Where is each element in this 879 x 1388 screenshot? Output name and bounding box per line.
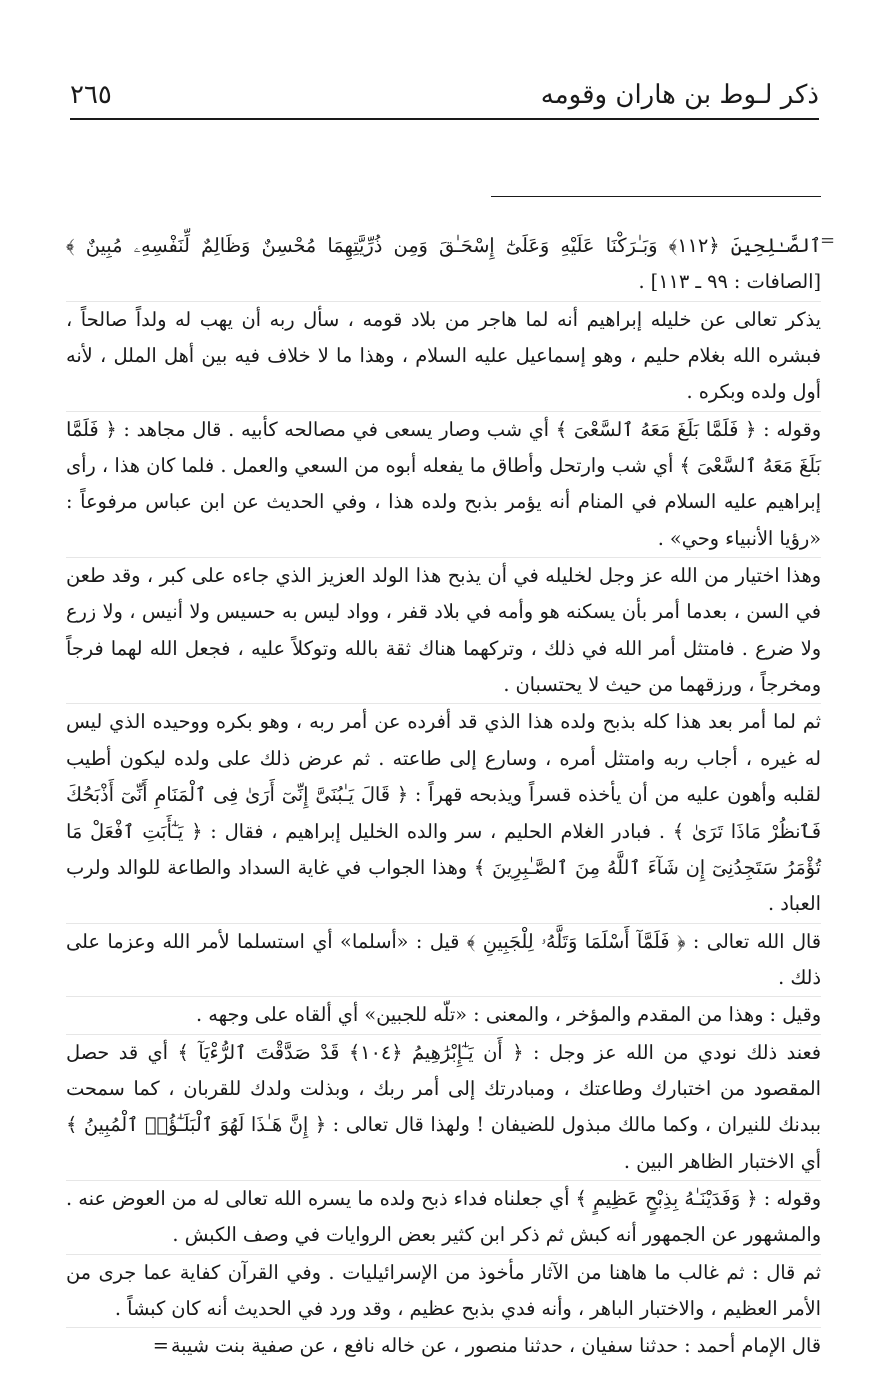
chapter-title: ذكر لـوط بن هاران وقومه (540, 80, 819, 110)
paragraph-israiliyyat: ثم قال : ثم غالب ما هاهنا من الآثار مأخوذ من الإسرائيليات . وفي القرآن كفاية عما جرى من الأمر العظيم ، والاختبار الباهر ، وأنه فدي بذبح عظيم ، وقد ورد في الحديث أنه كان كبشاً . (66, 1254, 821, 1328)
page-number: ٢٦٥ (70, 80, 112, 110)
running-header (70, 72, 819, 120)
paragraph-hadith-chain: قال الإمام أحمد : حدثنا سفيان ، حدثنا منصور ، عن خاله نافع ، عن صفية بنت شيبة = (66, 1327, 821, 1364)
paragraph-ransom: وقوله : ﴿ وَفَدَيْنَـٰهُ بِذِبْحٍ عَظِيمٍ ﴾ أي جعلناه فداء ذبح ولده ما يسره الله تعالى له من العوض عنه . والمشهور عن الجمهور أنه كبش ثم ذكر ابن كثير بعض الروايات في وصف الكبش . (66, 1180, 821, 1254)
paragraph-verse-continuation: ٱلصَّـٰلِحِينَ ﴿١١٢﴾ وَبَـٰرَكْنَا عَلَيْهِ وَعَلَىٰٓ إِسْحَـٰقَ وَمِن ذُرِّيَّتِهِمَا مُحْسِنٌ وَظَالِمٌ لِّنَفْسِهِۦ مُبِينٌ ﴾ [الصافات : ٩٩ ـ ١١٣] . (66, 234, 821, 294)
paragraph-aslama: قال الله تعالى : ﴿ فَلَمَّآ أَسْلَمَا وَتَلَّهُۥ لِلْجَبِينِ ﴾ قيل : «أسلما» أي استسلما لأمر الله وعزما على ذلك . (66, 923, 821, 997)
continuation-mark: = (820, 230, 836, 251)
paragraph-test: وهذا اختيار من الله عز وجل لخليله في أن يذبح هذا الولد العزيز الذي جاءه على كبر ، وقد طعن في السن ، بعدما أمر بأن يسكنه هو وأمه في بلاد قفر ، وواد ليس به حسيس ولا أنيس ، ولا زرع ولا ضرع . فامتثل أمر الله في ذلك ، وتركهما هناك ثقة بالله وتوكلاً عليه ، فجعل الله لهما فرجاً ومخرجاً ، ورزقهما من حيث لا يحتسبان . (66, 557, 821, 703)
section-divider (491, 196, 821, 197)
main-text (66, 228, 821, 1365)
paragraph-ibrahim-son: يذكر تعالى عن خليله إبراهيم أنه لما هاجر من بلاد قومه ، سأل ربه أن يهب له ولداً صالحاً ، فبشره الله بغلام حليم ، وهو إسماعيل عليه السلام ، وهذا ما لا خلاف فيه بين أهل الملل ، لأنه أول ولده وبكره . (66, 301, 821, 411)
paragraph-call: فعند ذلك نودي من الله عز وجل : ﴿ أَن يَـٰٓإِبْرَٰهِيمُ ﴿١٠٤﴾ قَدْ صَدَّقْتَ ٱلرُّءْيَآ ﴾ أي قد حصل المقصود من اختبارك وطاعتك ، ومبادرتك إلى أمر ربك ، وبذلت ولدك للقربان ، كما سمحت ببدنك للنيران ، وكما مالك مبذول للضيفان ! ولهذا قال تعالى : ﴿ إِنَّ هَـٰذَا لَهُوَ ٱلْبَلَـٰٓؤُا۟ ٱلْمُبِينُ ﴾ أي الاختبار الظاهر البين . (66, 1034, 821, 1180)
paragraph-sai: وقوله : ﴿ فَلَمَّا بَلَغَ مَعَهُ ٱلسَّعْىَ ﴾ أي شب وصار يسعى في مصالحه كأبيه . قال مجاهد : ﴿ فَلَمَّا بَلَغَ مَعَهُ ٱلسَّعْىَ ﴾ أي شب وارتحل وأطاق ما يفعله أبوه من السعي والعمل . فلما كان هذا ، رأى إبراهيم عليه السلام في المنام أنه يؤمر بذبح ولده هذا ، وفي الحديث عن ابن عباس مرفوعاً : «رؤيا الأنبياء وحي» . (66, 411, 821, 557)
paragraph-command: ثم لما أمر بعد هذا كله بذبح ولده هذا الذي قد أفرده عن أمر ربه ، وهو بكره ووحيده الذي ليس له غيره ، أجاب ربه وامتثل أمره ، وسارع إلى طاعته . ثم عرض ذلك على ولده ليكون أطيب لقلبه وأهون عليه من أن يأخذه قسراً ويذبحه قهراً : ﴿ قَالَ يَـٰبُنَىَّ إِنِّىٓ أَرَىٰ فِى ٱلْمَنَامِ أَنِّىٓ أَذْبَحُكَ فَٱنظُرْ مَاذَا تَرَىٰ ﴾ . فبادر الغلام الحليم ، سر والده الخليل إبراهيم ، فقال : ﴿ يَـٰٓأَبَتِ ٱفْعَلْ مَا تُؤْمَرُ سَتَجِدُنِىٓ إِن شَآءَ ٱللَّهُ مِنَ ٱلصَّـٰبِرِينَ ﴾ وهذا الجواب في غاية السداد والطاعة للوالد ولرب العباد . (66, 703, 821, 922)
paragraph-tallahu: وقيل : وهذا من المقدم والمؤخر ، والمعنى : «تلّه للجبين» أي ألقاه على وجهه . (66, 996, 821, 1033)
